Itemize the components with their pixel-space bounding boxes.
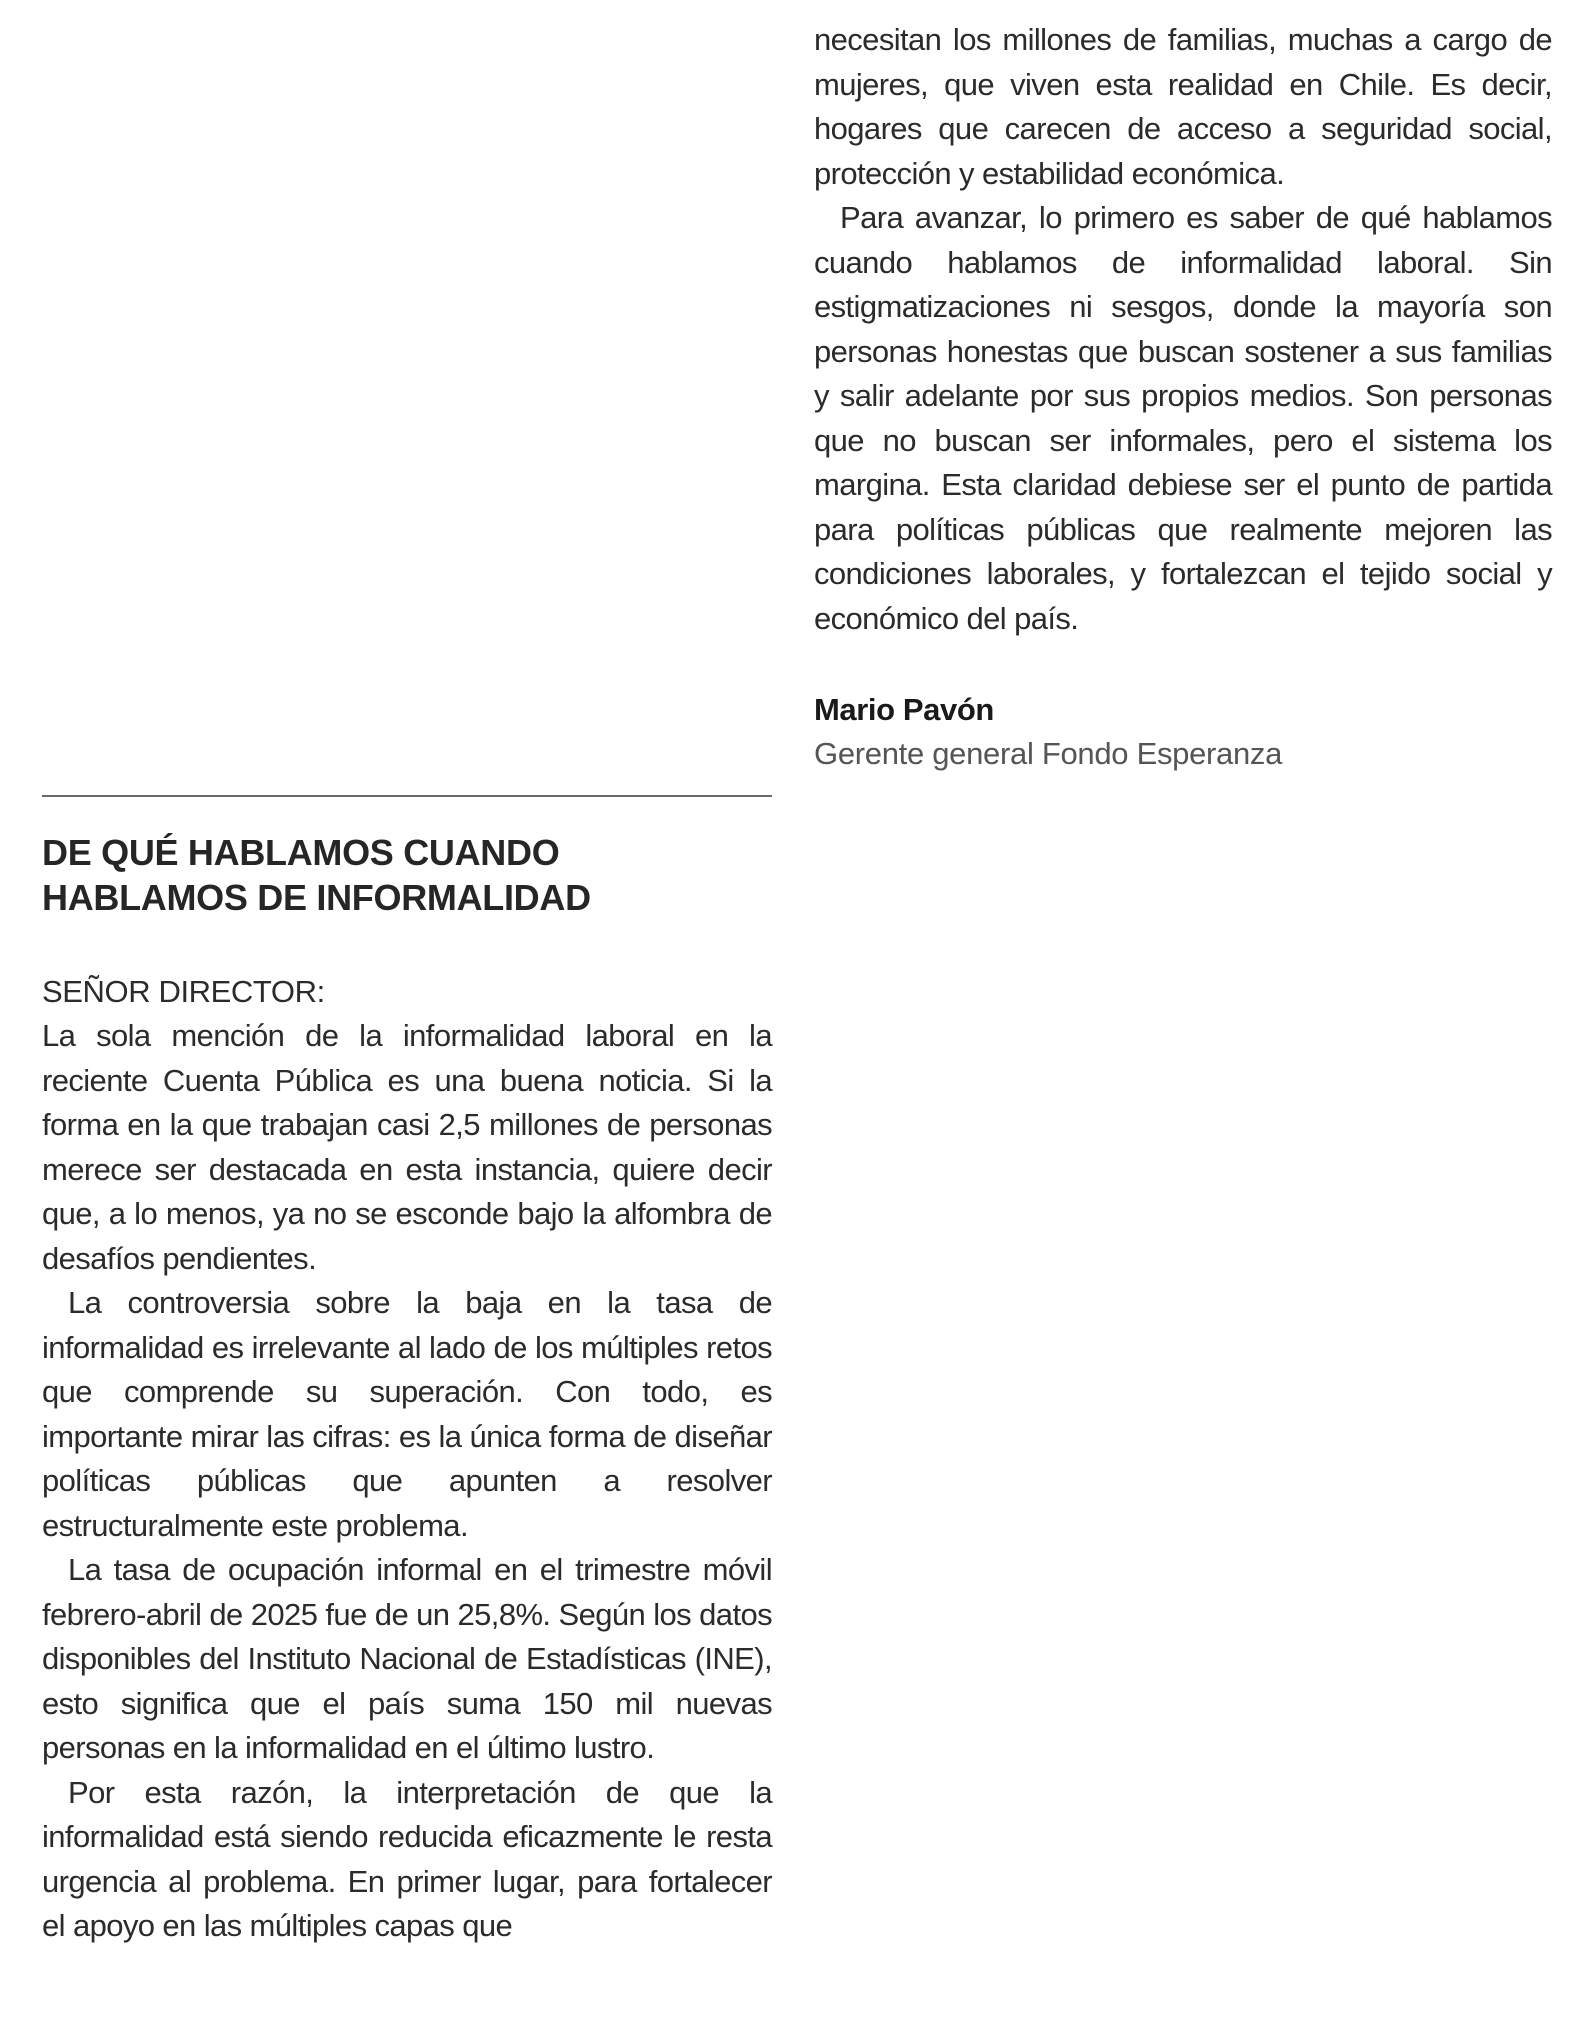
body-paragraph: La sola mención de la informalidad laboral en la reciente Cuenta Pública es una buena noticia. Si la forma en la que trabajan casi 2,5 millones de personas merece ser destacada en esta instancia, quiere decir que, a lo menos, ya no se esconde bajo la alfombra de desafíos pendientes. [42, 1018, 772, 1276]
body-paragraph: La tasa de ocupación informal en el trimestre móvil febrero-abril de 2025 fue de un 25,8%. Según los datos disponibles del Instituto Nacional de Estadísticas (INE), esto significa que el país suma 150 mil nuevas personas en la informalidad en el último lustro. [42, 1552, 772, 1765]
letter-body [42, 1014, 772, 1949]
author-name: Mario Pavón [814, 692, 994, 727]
headline-line: DE QUÉ HABLAMOS CUANDO [42, 832, 560, 873]
salutation: SEÑOR DIRECTOR: [42, 974, 325, 1009]
body-paragraph: Por esta razón, la interpretación de que la informalidad está siendo reducida eficazmente le resta urgencia al problema. En primer lugar, para fortalecer el apoyo en las múltiples capas que [42, 1774, 772, 1943]
section-divider [42, 795, 772, 797]
letter-headline [42, 830, 772, 920]
letter-continuation [814, 18, 1552, 641]
letter-signature [814, 688, 1552, 776]
headline-line: HABLAMOS DE INFORMALIDAD [42, 877, 591, 918]
body-paragraph: necesitan los millones de familias, muchas a cargo de mujeres, que viven esta realidad en Chile. Es decir, hogares que carecen de acceso a seguridad social, protección y estabilidad económica. [814, 22, 1552, 191]
body-paragraph: Para avanzar, lo primero es saber de qué hablamos cuando hablamos de informalidad laboral. Sin estigmatizaciones ni sesgos, donde la mayoría son personas honestas que buscan sostener a sus familias y salir adelante por sus propios medios. Son personas que no buscan ser informales, pero el sistema los margina. Esta claridad debiese ser el punto de partida para políticas públicas que realmente mejoren las condiciones laborales, y fortalezcan el tejido social y económico del país. [814, 200, 1552, 636]
body-paragraph: La controversia sobre la baja en la tasa de informalidad es irrelevante al lado de los múltiples retos que comprende su superación. Con todo, es importante mirar las cifras: es la única forma de diseñar políticas públicas que apunten a resolver estructuralmente este problema. [42, 1285, 772, 1543]
author-role: Gerente general Fondo Esperanza [814, 736, 1283, 771]
